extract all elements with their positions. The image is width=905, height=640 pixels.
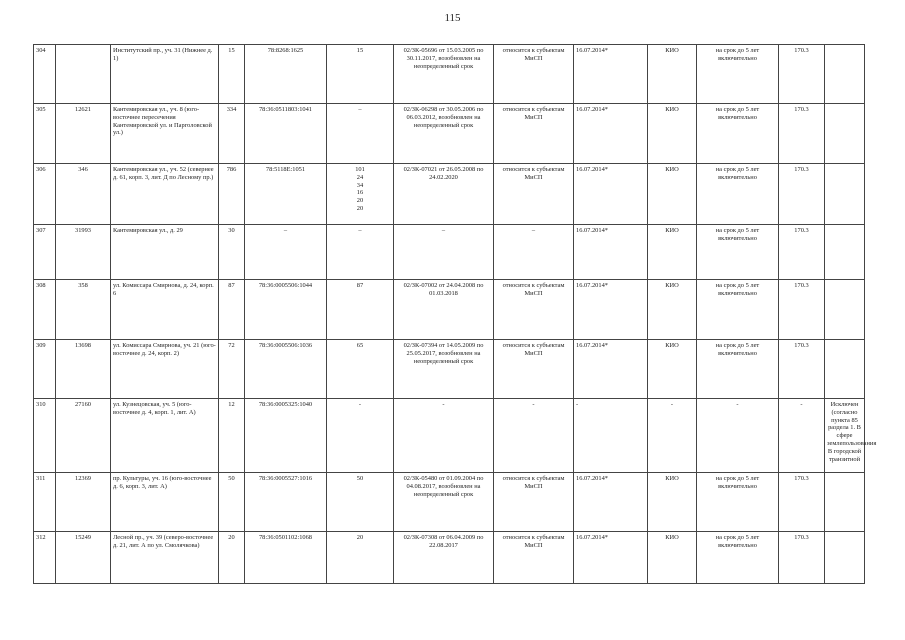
address-cell: Лесной пр., уч. 39 (северо-восточнее д. 21, лит. А по ул. Смолячкова) <box>111 532 219 584</box>
table-row <box>34 399 865 473</box>
row-number-cell: 309 <box>34 340 56 399</box>
decision-date-cell: 16.07.2014* <box>574 473 648 532</box>
row-number-cell: 307 <box>34 225 56 280</box>
object-code-cell: 31993 <box>56 225 111 280</box>
table-row <box>34 164 865 225</box>
regulation-cell: 170.3 <box>779 104 825 164</box>
area-cell: 50 <box>219 473 245 532</box>
lease-term-cell: на срок до 5 лет включительно <box>697 340 779 399</box>
cadastral-number-cell: 78:8268:1625 <box>245 45 327 104</box>
authority-cell: КИО <box>648 164 697 225</box>
lease-contract-cell: 02/ЗК-07002 от 24.04.2008 по 01.03.2018 <box>394 280 494 340</box>
decision-date-cell: 16.07.2014* <box>574 532 648 584</box>
lease-term-cell: на срок до 5 лет включительно <box>697 104 779 164</box>
regulation-cell: 170.3 <box>779 340 825 399</box>
note-cell: Исключен (согласно пункта 85 раздела 1. В сфере землепользования В городской транзитной <box>825 399 865 473</box>
note-cell <box>825 473 865 532</box>
smb-status-cell: относится к субъектам МиСП <box>494 340 574 399</box>
regulation-cell: 170.3 <box>779 164 825 225</box>
address-cell: Кантемировская ул., д. 29 <box>111 225 219 280</box>
leased-area-cell: – <box>327 225 394 280</box>
lease-contract-cell: 02/ЗК-06298 от 30.05.2006 по 06.03.2012, возобновлен на неопределенный срок <box>394 104 494 164</box>
note-cell <box>825 45 865 104</box>
lease-term-cell: на срок до 5 лет включительно <box>697 280 779 340</box>
table-row <box>34 532 865 584</box>
note-cell <box>825 532 865 584</box>
address-cell: Институтский пр., уч. 31 (Нижнее д. 1) <box>111 45 219 104</box>
land-plots-table <box>33 44 877 584</box>
object-code-cell: 27160 <box>56 399 111 473</box>
smb-status-cell: относится к субъектам МиСП <box>494 280 574 340</box>
lease-contract-cell: 02/ЗК-07394 от 14.05.2009 по 25.05.2017, возобновлен на неопределенный срок <box>394 340 494 399</box>
object-code-cell <box>56 45 111 104</box>
leased-area-cell: – <box>327 104 394 164</box>
table-row <box>34 45 865 104</box>
table-row <box>34 280 865 340</box>
authority-cell: КИО <box>648 473 697 532</box>
authority-cell: КИО <box>648 340 697 399</box>
leased-area-cell: 50 <box>327 473 394 532</box>
object-code-cell: 13698 <box>56 340 111 399</box>
smb-status-cell: – <box>494 225 574 280</box>
authority-cell: КИО <box>648 104 697 164</box>
object-code-cell: 12369 <box>56 473 111 532</box>
area-cell: 15 <box>219 45 245 104</box>
table-row <box>34 473 865 532</box>
authority-cell: КИО <box>648 280 697 340</box>
table-row <box>34 340 865 399</box>
regulation-cell: 170.3 <box>779 45 825 104</box>
smb-status-cell: относится к субъектам МиСП <box>494 532 574 584</box>
authority-cell: - <box>648 399 697 473</box>
lease-contract-cell: 02/ЗК-07021 от 26.05.2008 по 24.02.2020 <box>394 164 494 225</box>
smb-status-cell: относится к субъектам МиСП <box>494 164 574 225</box>
decision-date-cell: 16.07.2014* <box>574 45 648 104</box>
decision-date-cell: 16.07.2014* <box>574 340 648 399</box>
table-row <box>34 225 865 280</box>
note-cell <box>825 280 865 340</box>
leased-area-cell: 101 24 34 16 20 20 <box>327 164 394 225</box>
address-cell: Кантемировская ул., уч. 8 (юго-восточнее пересечения Кантемировской ул. и Парголовской ул.) <box>111 104 219 164</box>
address-cell: ул. Кузнецовская, уч. 5 (юго-восточнее д. 4, корп. 1, лит. А) <box>111 399 219 473</box>
object-code-cell: 346 <box>56 164 111 225</box>
regulation-cell: 170.3 <box>779 532 825 584</box>
address-cell: пр. Культуры, уч. 16 (юго-восточнее д. 6, корп. 3, лит. А) <box>111 473 219 532</box>
smb-status-cell: относится к субъектам МиСП <box>494 473 574 532</box>
lease-term-cell: на срок до 5 лет включительно <box>697 45 779 104</box>
regulation-cell: - <box>779 399 825 473</box>
object-code-cell: 358 <box>56 280 111 340</box>
cadastral-number-cell: 78:36:0005506:1044 <box>245 280 327 340</box>
lease-contract-cell: 02/ЗК-07308 от 06.04.2009 по 22.08.2017 <box>394 532 494 584</box>
regulation-cell: 170.3 <box>779 225 825 280</box>
area-cell: 334 <box>219 104 245 164</box>
regulation-cell: 170.3 <box>779 280 825 340</box>
row-number-cell: 306 <box>34 164 56 225</box>
lease-contract-cell: - <box>394 399 494 473</box>
leased-area-cell: 87 <box>327 280 394 340</box>
lease-contract-cell: – <box>394 225 494 280</box>
row-number-cell: 304 <box>34 45 56 104</box>
authority-cell: КИО <box>648 45 697 104</box>
leased-area-cell: 20 <box>327 532 394 584</box>
cadastral-number-cell: 78:36:0005527:1016 <box>245 473 327 532</box>
regulation-cell: 170.3 <box>779 473 825 532</box>
authority-cell: КИО <box>648 532 697 584</box>
area-cell: 72 <box>219 340 245 399</box>
leased-area-cell: 65 <box>327 340 394 399</box>
decision-date-cell: 16.07.2014* <box>574 164 648 225</box>
area-cell: 30 <box>219 225 245 280</box>
decision-date-cell: 16.07.2014* <box>574 104 648 164</box>
area-cell: 87 <box>219 280 245 340</box>
address-cell: ул. Комиссара Смирнова, д. 24, корп. 6 <box>111 280 219 340</box>
lease-term-cell: на срок до 5 лет включительно <box>697 164 779 225</box>
cadastral-number-cell: – <box>245 225 327 280</box>
leased-area-cell: 15 <box>327 45 394 104</box>
note-cell <box>825 340 865 399</box>
smb-status-cell: относится к субъектам МиСП <box>494 45 574 104</box>
row-number-cell: 311 <box>34 473 56 532</box>
decision-date-cell: 16.07.2014* <box>574 225 648 280</box>
area-cell: 786 <box>219 164 245 225</box>
lease-contract-cell: 02/ЗК-05480 от 01.09.2004 по 04.08.2017, возобновлен на неопределенный срок <box>394 473 494 532</box>
object-code-cell: 12621 <box>56 104 111 164</box>
page-number: 115 <box>444 12 461 24</box>
cadastral-number-cell: 78:36:0501102:1068 <box>245 532 327 584</box>
area-cell: 20 <box>219 532 245 584</box>
lease-term-cell: на срок до 5 лет включительно <box>697 473 779 532</box>
note-cell <box>825 104 865 164</box>
cadastral-number-cell: 78:36:0005325:1040 <box>245 399 327 473</box>
note-cell <box>825 225 865 280</box>
cadastral-number-cell: 78:36:0005506:1036 <box>245 340 327 399</box>
leased-area-cell: - <box>327 399 394 473</box>
address-cell: ул. Комиссара Смирнова, уч. 21 (юго-восточнее д. 24, корп. 2) <box>111 340 219 399</box>
address-cell: Кантемировская ул., уч. 52 (севернее д. 61, корп. 3, лит. Д по Лесному пр.) <box>111 164 219 225</box>
lease-term-cell: на срок до 5 лет включительно <box>697 532 779 584</box>
row-number-cell: 308 <box>34 280 56 340</box>
authority-cell: КИО <box>648 225 697 280</box>
row-number-cell: 305 <box>34 104 56 164</box>
area-cell: 12 <box>219 399 245 473</box>
cadastral-number-cell: 78:5118Е:1051 <box>245 164 327 225</box>
lease-term-cell: на срок до 5 лет включительно <box>697 225 779 280</box>
lease-term-cell: - <box>697 399 779 473</box>
object-code-cell: 15249 <box>56 532 111 584</box>
smb-status-cell: - <box>494 399 574 473</box>
cadastral-number-cell: 78:36:0511803:1041 <box>245 104 327 164</box>
row-number-cell: 310 <box>34 399 56 473</box>
row-number-cell: 312 <box>34 532 56 584</box>
table-row <box>34 104 865 164</box>
decision-date-cell: 16.07.2014* <box>574 280 648 340</box>
lease-contract-cell: 02/ЗК-05696 от 15.03.2005 по 30.11.2017, возобновлен на неопределенный срок <box>394 45 494 104</box>
decision-date-cell: - <box>574 399 648 473</box>
note-cell <box>825 164 865 225</box>
smb-status-cell: относится к субъектам МиСП <box>494 104 574 164</box>
